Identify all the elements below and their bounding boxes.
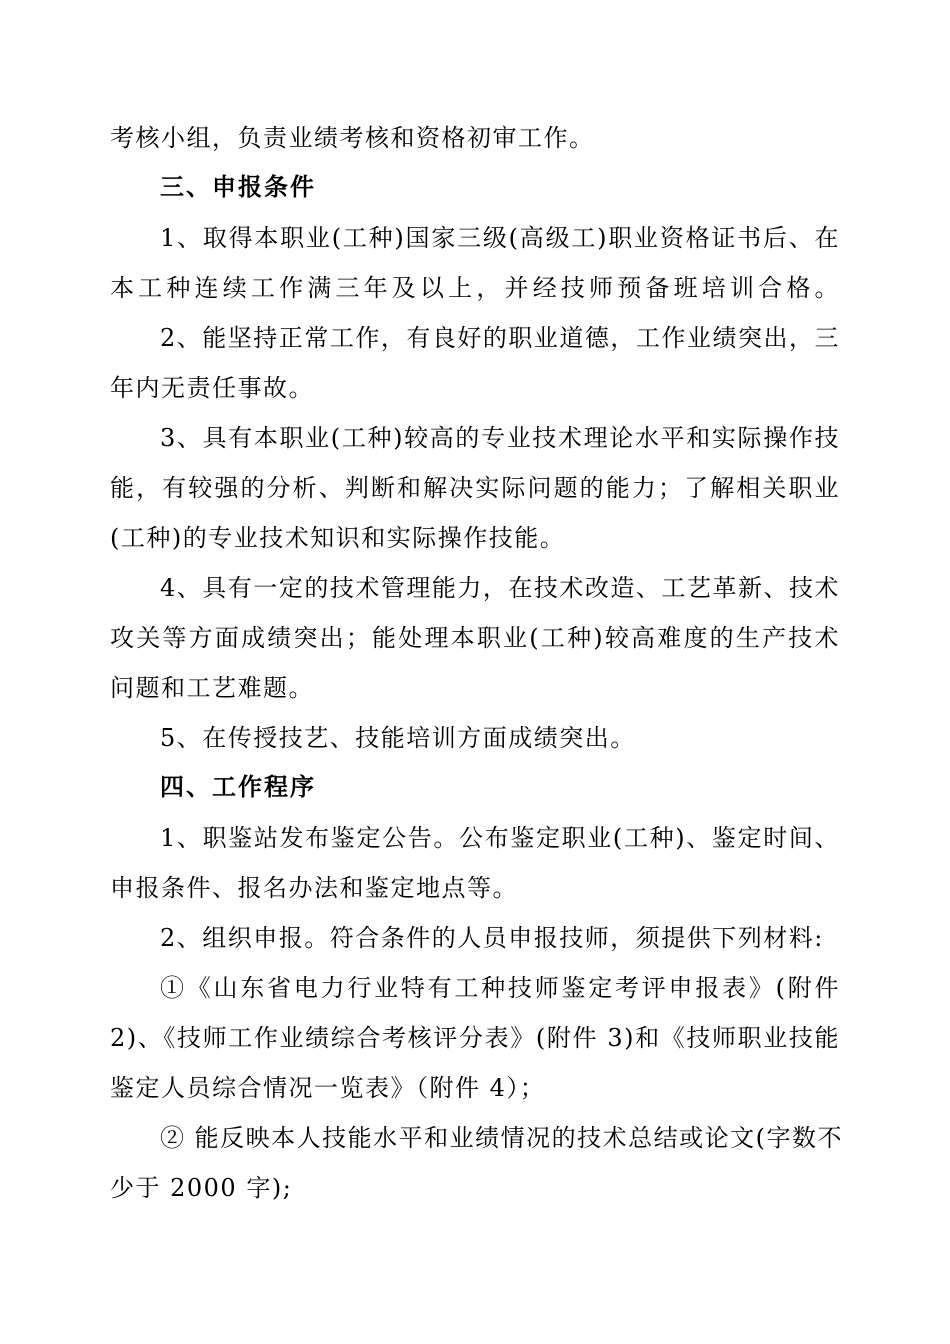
body-line: 1、取得本职业(工种)国家三级(高级工)职业资格证书后、在 [160,224,840,252]
body-line: 能，有较强的分析、判断和解决实际问题的能力；了解相关职业 [110,474,840,502]
body-line: 5、在传授技艺、技能培训方面成绩突出。 [160,724,636,752]
body-line: 少于 2000 字); [110,1174,293,1202]
body-line: 3、具有本职业(工种)较高的专业技术理论水平和实际操作技 [160,424,840,452]
body-line: 年内无责任事故。 [110,374,314,402]
body-line: 1、职鉴站发布鉴定公告。公布鉴定职业(工种)、鉴定时间、 [160,824,840,852]
section-heading: 四、工作程序 [160,773,316,801]
body-line: 2、能坚持正常工作，有良好的职业道德，工作业绩突出，三 [160,324,840,352]
body-line: ①《山东省电力行业特有工种技师鉴定考评申报表》(附件 [160,974,840,1002]
body-line: 申报条件、报名办法和鉴定地点等。 [110,874,518,902]
body-line: 鉴定人员综合情况一览表》（附件 4）； [110,1074,546,1102]
body-line: 本工种连续工作满三年及以上，并经技师预备班培训合格。 [110,274,840,302]
body-line: 问题和工艺难题。 [110,674,314,702]
body-line: 2、组织申报。符合条件的人员申报技师，须提供下列材料: [160,924,824,952]
body-line: 攻关等方面成绩突出；能处理本职业(工种)较高难度的生产技术 [110,624,840,652]
body-line: ② 能反映本人技能水平和业绩情况的技术总结或论文(字数不 [160,1124,843,1152]
section-heading: 三、申报条件 [160,173,316,201]
body-line: (工种)的专业技术知识和实际操作技能。 [110,524,566,552]
body-line: 2)、《技师工作业绩综合考核评分表》(附件 3)和《技师职业技能 [110,1024,840,1052]
body-line: 4、具有一定的技术管理能力，在技术改造、工艺革新、技术 [160,574,840,602]
body-line: 考核小组，负责业绩考核和资格初审工作。 [110,124,595,152]
